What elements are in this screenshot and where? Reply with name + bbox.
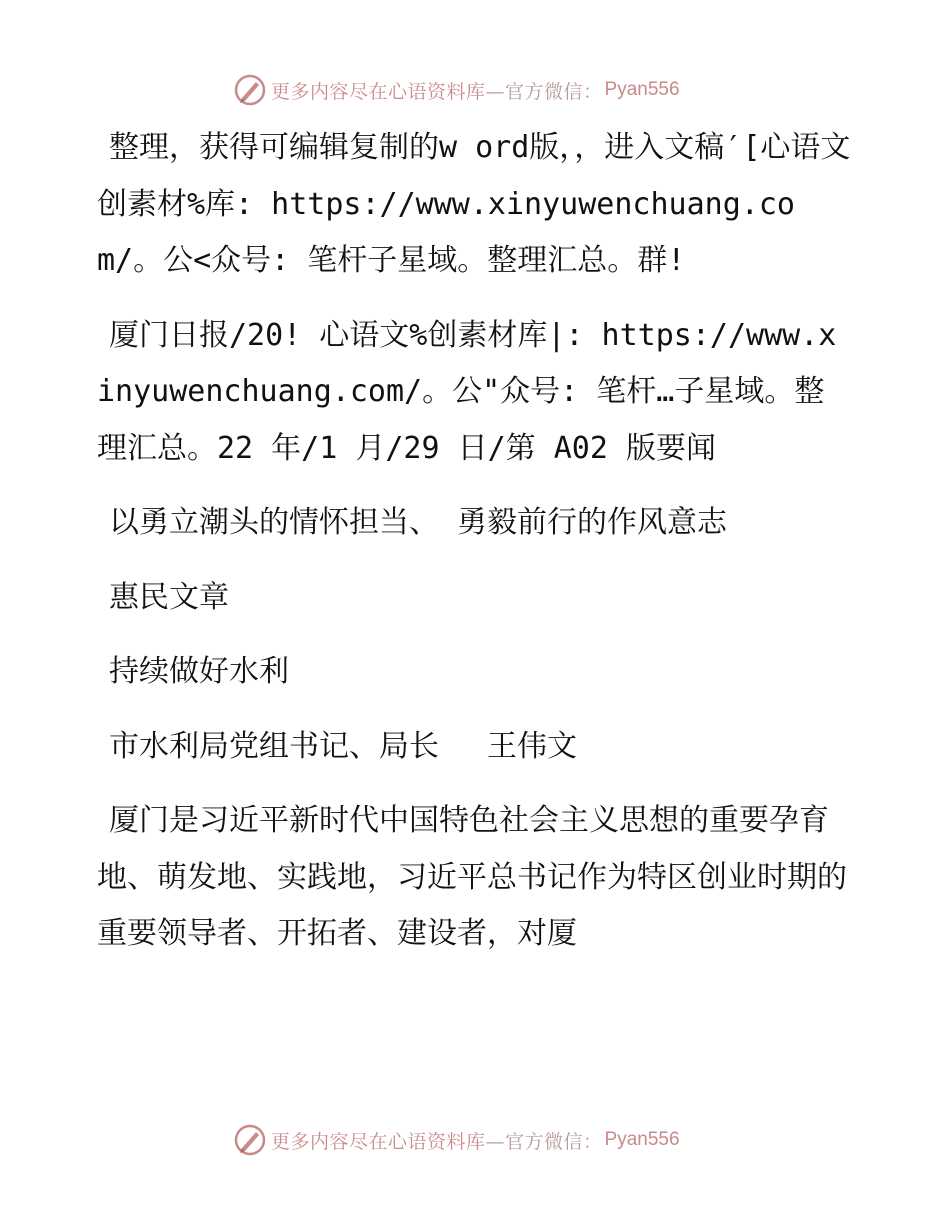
document-body: [97, 120, 852, 963]
banner-title: 更多内容尽在心语资料库: [271, 1130, 486, 1153]
article-author: 市水利局党组书记、局长 王伟文: [109, 728, 578, 764]
banner-title: 更多内容尽在心语资料库: [271, 80, 486, 103]
banner-wechat-id: Pyan556: [604, 1129, 680, 1150]
footer-banner: [233, 1120, 733, 1160]
banner-subtitle: —官方微信：: [485, 80, 603, 103]
paragraph-body: 厦门是习近平新时代中国特色社会主义思想的重要孕育地、萌发地、实践地，习近平总书记作为特区创业时期的重要领导者、开拓者、建设者，对厦: [97, 803, 847, 951]
pen-logo-icon: [233, 1123, 267, 1157]
header-banner: [233, 70, 733, 110]
article-title-line2: 惠民文章: [109, 579, 229, 615]
banner-subtitle: —官方微信：: [485, 1130, 603, 1153]
paragraph-intro: 整理，获得可编辑复制的w ord版，，进入文稿′[心语文创素材%库: https://www.xinyuwenchuang.com/。公<众号: 笔杆子星域。整理汇总。群!: [97, 130, 851, 278]
article-title-line3: 持续做好水利: [109, 654, 289, 689]
banner-wechat-id: Pyan556: [604, 79, 680, 100]
paragraph-source: 厦门日报/20! 心语文%创素材库|: https://www.xinyuwenchuang.com/。公"众号: 笔杆…子星域。整理汇总。22 年/1 月/29 日/第 A02 版要闻: [97, 317, 837, 466]
article-title-line1: 以勇立潮头的情怀担当、 勇毅前行的作风意志: [109, 505, 728, 540]
pen-logo-icon: [233, 73, 267, 107]
